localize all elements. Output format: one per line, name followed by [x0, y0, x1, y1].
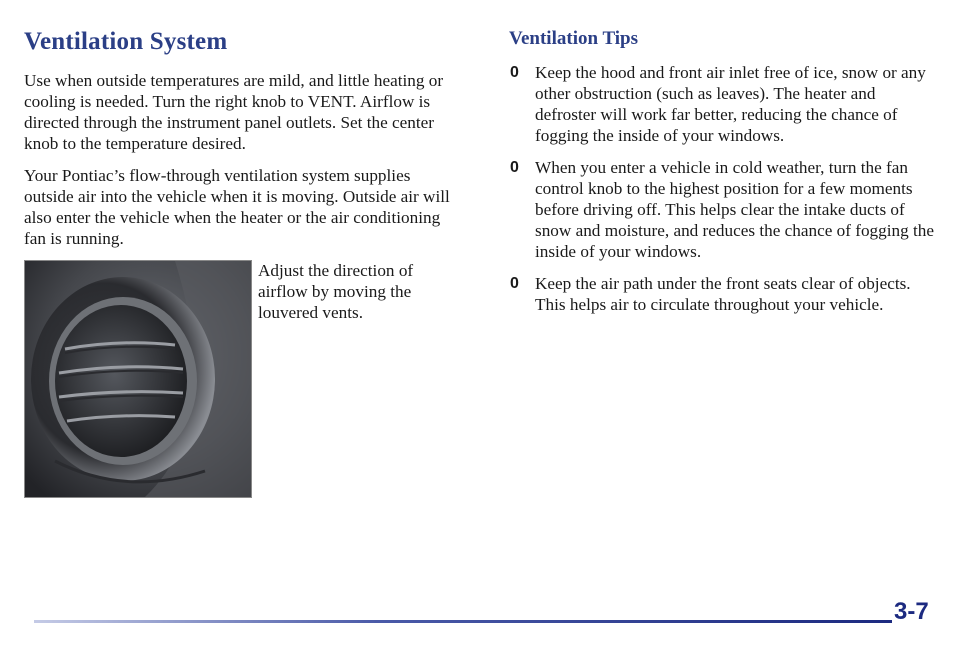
right-column [509, 28, 939, 326]
vent-caption: Adjust the direction of airflow by moving the louvered vents. [258, 261, 414, 322]
tip-text: Keep the hood and front air inlet free of ice, snow or any other obstruction (such as leaves). The heater and defroster will work far better, reducing the chance of fogging the inside of your windows. [535, 63, 926, 145]
bullet-icon: 0 [510, 159, 519, 176]
louvered-vent-photo [24, 260, 252, 498]
tips-list [509, 62, 939, 315]
intro-paragraph: Use when outside temperatures are mild, and little heating or cooling is needed. Turn the right knob to VENT. Airflow is directed through the instrument panel outlets. Set the center knob to the temperature desired. [24, 71, 444, 153]
left-column [24, 28, 456, 500]
flow-through-paragraph: Your Pontiac’s flow-through ventilation system supplies outside air into the vehicle when it is moving. Outside air will also enter the vehicle when the heater or the air conditioning fan is running. [24, 166, 450, 248]
footer-rule [34, 620, 892, 623]
bullet-icon: 0 [510, 275, 519, 292]
page-number: 3-7 [894, 598, 929, 625]
list-item [509, 62, 939, 146]
vent-figure [24, 260, 456, 500]
tip-text: Keep the air path under the front seats clear of objects. This helps air to circulate throughout your vehicle. [535, 274, 911, 314]
tips-heading: Ventilation Tips [509, 28, 639, 49]
section-title: Ventilation System [24, 28, 228, 55]
bullet-icon: 0 [510, 64, 519, 81]
tip-text: When you enter a vehicle in cold weather, turn the fan control knob to the highest position for a few moments before driving off. This helps clear the intake ducts of snow and moisture, and reduces the chance of fogging the inside of your windows. [535, 158, 935, 261]
list-item [509, 273, 939, 315]
list-item [509, 157, 939, 262]
